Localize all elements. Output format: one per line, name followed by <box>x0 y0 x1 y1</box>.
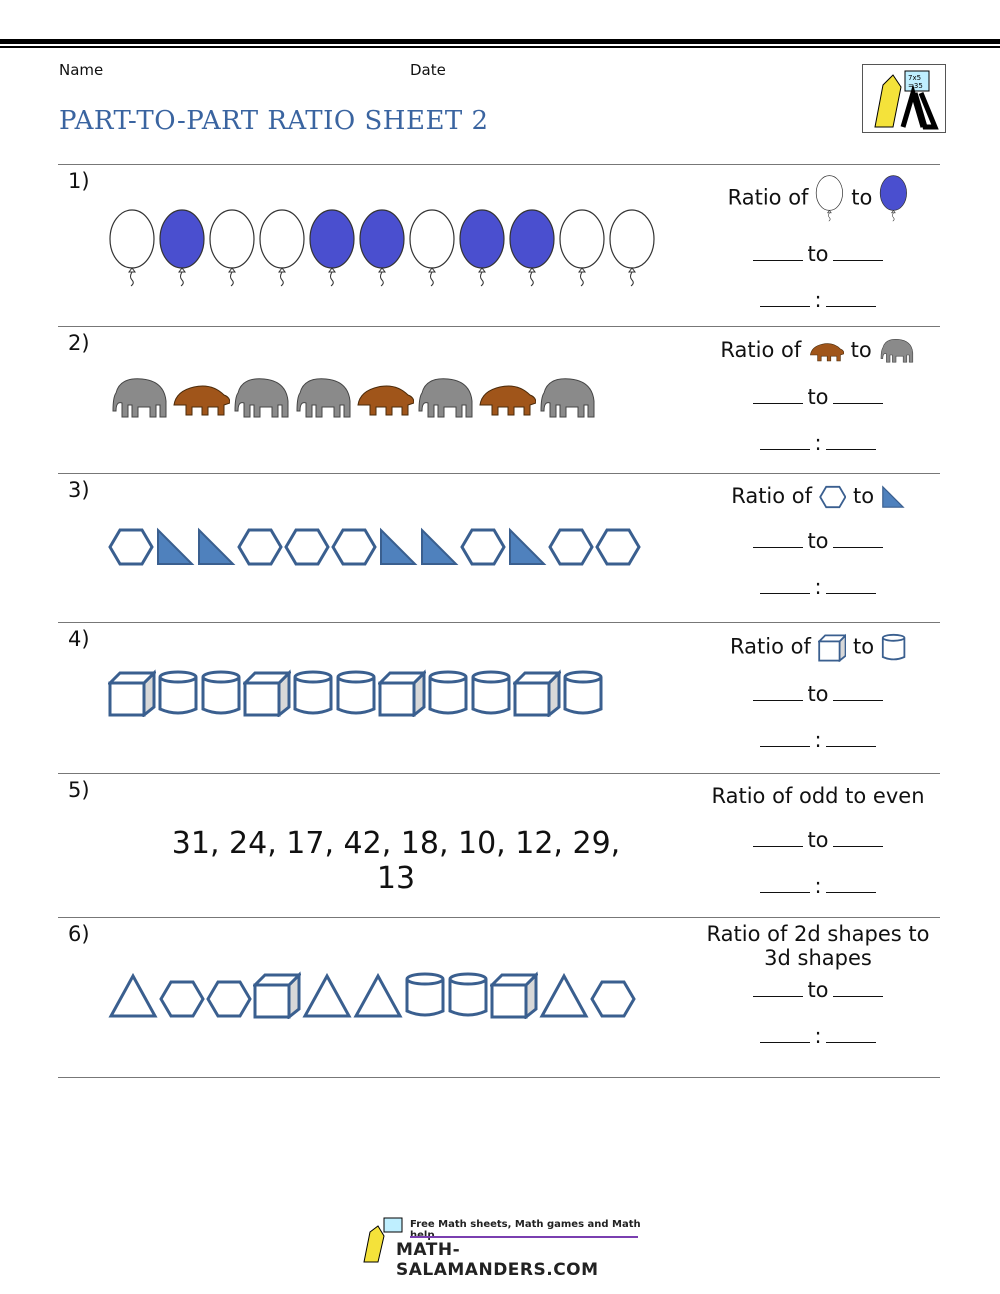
balloon-white-icon <box>108 209 157 287</box>
top-rule <box>0 39 1000 44</box>
answer-blank-1[interactable] <box>753 994 803 997</box>
answer-area <box>698 337 938 455</box>
answer-colon-line <box>698 874 938 898</box>
top-rule-thin <box>0 46 1000 48</box>
question-number: 1) <box>68 169 90 193</box>
answer-colon-line <box>698 431 938 455</box>
answer-blank-4[interactable] <box>826 1040 876 1043</box>
prompt-text: Ratio of odd to even <box>711 784 925 808</box>
answer-blank-2[interactable] <box>833 258 883 261</box>
answer-area <box>698 633 938 752</box>
shape-sequence <box>108 971 636 1019</box>
question-row <box>58 164 940 312</box>
answer-blank-4[interactable] <box>826 744 876 747</box>
hexagon-icon <box>284 527 330 567</box>
footer-tagline: Free Math sheets, Math games and Math <box>410 1219 641 1230</box>
number-list: 31, 24, 17, 42, 18, 10, 12, 29, 13 <box>171 826 621 896</box>
balloon-blue-icon <box>508 209 557 287</box>
hexagon-icon <box>460 527 506 567</box>
hexagon-icon <box>108 527 154 567</box>
answer-colon-line <box>698 728 938 752</box>
answer-blank-1[interactable] <box>753 258 803 261</box>
to-word: to <box>807 681 829 706</box>
footer-site: MATH-SALAMANDERS.COM <box>396 1240 599 1280</box>
balloon-blue-icon <box>879 175 908 222</box>
triangle-icon <box>419 527 459 567</box>
answer-blank-3[interactable] <box>760 1040 810 1043</box>
answer-to-line <box>698 978 938 1002</box>
answer-to-line <box>698 682 938 706</box>
to-word: to <box>807 529 829 553</box>
to-word: to <box>807 241 829 266</box>
question-row <box>58 473 940 599</box>
cube-icon <box>490 971 538 1019</box>
cylinder-icon <box>447 971 489 1019</box>
balloon-blue-icon <box>358 209 407 287</box>
question-row <box>58 917 940 1048</box>
hexagon-icon <box>237 527 283 567</box>
ratio-prompt <box>698 633 938 662</box>
bottom-divider <box>58 1077 940 1078</box>
answer-blank-4[interactable] <box>826 304 876 307</box>
cylinder-icon <box>470 669 512 717</box>
question-row <box>58 326 940 455</box>
cube-icon <box>513 669 561 717</box>
answer-to-line <box>698 242 938 266</box>
cube-icon <box>243 669 291 717</box>
hexagon-icon <box>331 527 377 567</box>
shape-sequence <box>108 209 657 287</box>
answer-blank-3[interactable] <box>760 304 810 307</box>
salamander-logo <box>862 64 946 133</box>
name-label: Name <box>59 61 104 79</box>
triangle-icon <box>378 527 418 567</box>
answer-to-line <box>698 385 938 409</box>
question-number: 6) <box>68 922 90 946</box>
answer-blank-1[interactable] <box>753 844 803 847</box>
question-number: 2) <box>68 331 90 355</box>
balloon-white-icon <box>608 209 657 287</box>
triangle-icon <box>155 527 195 567</box>
answer-blank-3[interactable] <box>760 447 810 450</box>
balloon-blue-icon <box>458 209 507 287</box>
svg-text:=35: =35 <box>908 82 923 90</box>
answer-blank-2[interactable] <box>833 994 883 997</box>
balloon-white-icon <box>258 209 307 287</box>
colon: : <box>814 727 822 752</box>
triangle-icon <box>196 527 236 567</box>
colon: : <box>814 575 822 599</box>
answer-blank-1[interactable] <box>753 698 803 701</box>
ratio-prompt <box>698 175 938 222</box>
colon: : <box>814 430 822 455</box>
answer-area <box>698 484 938 599</box>
outline-triangle-icon <box>108 973 158 1019</box>
hexagon-icon <box>819 485 847 509</box>
date-label: Date <box>410 61 446 79</box>
prompt-to: to <box>853 484 875 508</box>
footer-bar <box>410 1236 638 1238</box>
cylinder-icon <box>427 669 469 717</box>
prompt-prefix: Ratio of <box>731 484 813 508</box>
cylinder-icon <box>881 633 906 662</box>
balloon-white-icon <box>408 209 457 287</box>
answer-to-line <box>698 828 938 852</box>
hexagon-icon <box>590 979 636 1019</box>
footer-logo <box>358 1216 643 1280</box>
ratio-prompt <box>698 784 938 808</box>
question-number: 5) <box>68 778 90 802</box>
answer-blank-2[interactable] <box>833 698 883 701</box>
answer-colon-line <box>698 1024 938 1048</box>
hexagon-icon <box>548 527 594 567</box>
answer-blank-3[interactable] <box>760 890 810 893</box>
bear-icon <box>476 375 536 421</box>
answer-blank-2[interactable] <box>833 545 883 548</box>
elephant-icon <box>536 375 598 421</box>
prompt-line-1: Ratio of 2d shapes to <box>706 922 930 946</box>
balloon-blue-icon <box>308 209 357 287</box>
balloon-blue-icon <box>158 209 207 287</box>
prompt-prefix: Ratio of <box>720 337 802 362</box>
cylinder-icon <box>292 669 334 717</box>
prompt-to: to <box>851 185 873 210</box>
page-title: PART-TO-PART RATIO SHEET 2 <box>59 106 489 136</box>
hexagon-icon <box>595 527 641 567</box>
answer-blank-1[interactable] <box>753 401 803 404</box>
cylinder-icon <box>157 669 199 717</box>
svg-text:7x5: 7x5 <box>908 74 922 82</box>
balloon-white-icon <box>815 175 844 222</box>
answer-area <box>698 922 938 1048</box>
answer-colon-line <box>698 288 938 312</box>
balloon-white-icon <box>558 209 607 287</box>
balloon-white-icon <box>208 209 257 287</box>
prompt-line-2: 3d shapes <box>764 946 872 970</box>
cube-icon <box>818 633 847 662</box>
ratio-prompt <box>698 337 938 365</box>
answer-blank-2[interactable] <box>833 844 883 847</box>
bear-icon <box>170 375 230 421</box>
outline-triangle-icon <box>353 973 403 1019</box>
prompt-to: to <box>853 634 875 659</box>
answer-blank-4[interactable] <box>826 447 876 450</box>
question-number: 4) <box>68 627 90 651</box>
answer-blank-4[interactable] <box>826 591 876 594</box>
cube-icon <box>108 669 156 717</box>
shape-sequence <box>108 669 604 717</box>
answer-area <box>698 784 938 898</box>
prompt-prefix: Ratio of <box>730 634 811 659</box>
prompt-prefix: Ratio of <box>727 185 809 210</box>
triangle-icon <box>881 485 905 509</box>
bear-icon <box>808 337 844 365</box>
elephant-icon <box>414 375 476 421</box>
answer-colon-line <box>698 575 938 599</box>
colon: : <box>814 287 822 312</box>
question-number: 3) <box>68 478 90 502</box>
answer-blank-4[interactable] <box>826 890 876 893</box>
to-word: to <box>807 828 829 852</box>
ratio-prompt <box>698 484 938 509</box>
prompt-to: to <box>850 337 872 362</box>
answer-blank-3[interactable] <box>760 591 810 594</box>
cylinder-icon <box>562 669 604 717</box>
shape-sequence <box>108 527 641 567</box>
elephant-icon <box>230 375 292 421</box>
outline-triangle-icon <box>302 973 352 1019</box>
ratio-prompt <box>698 922 938 970</box>
question-row <box>58 622 940 752</box>
colon: : <box>814 874 822 898</box>
triangle-icon <box>507 527 547 567</box>
answer-to-line <box>698 529 938 553</box>
answer-blank-3[interactable] <box>760 744 810 747</box>
cylinder-icon <box>335 669 377 717</box>
elephant-icon <box>878 337 915 365</box>
hexagon-icon <box>159 979 205 1019</box>
cylinder-icon <box>404 971 446 1019</box>
cube-icon <box>253 971 301 1019</box>
answer-blank-2[interactable] <box>833 401 883 404</box>
cube-icon <box>378 669 426 717</box>
elephant-icon <box>292 375 354 421</box>
shape-sequence <box>108 375 598 421</box>
cylinder-icon <box>200 669 242 717</box>
answer-area <box>698 175 938 312</box>
to-word: to <box>807 978 829 1002</box>
outline-triangle-icon <box>539 973 589 1019</box>
question-row <box>58 773 940 898</box>
hexagon-icon <box>206 979 252 1019</box>
answer-blank-1[interactable] <box>753 545 803 548</box>
colon: : <box>814 1024 822 1048</box>
to-word: to <box>807 384 829 409</box>
bear-icon <box>354 375 414 421</box>
elephant-icon <box>108 375 170 421</box>
